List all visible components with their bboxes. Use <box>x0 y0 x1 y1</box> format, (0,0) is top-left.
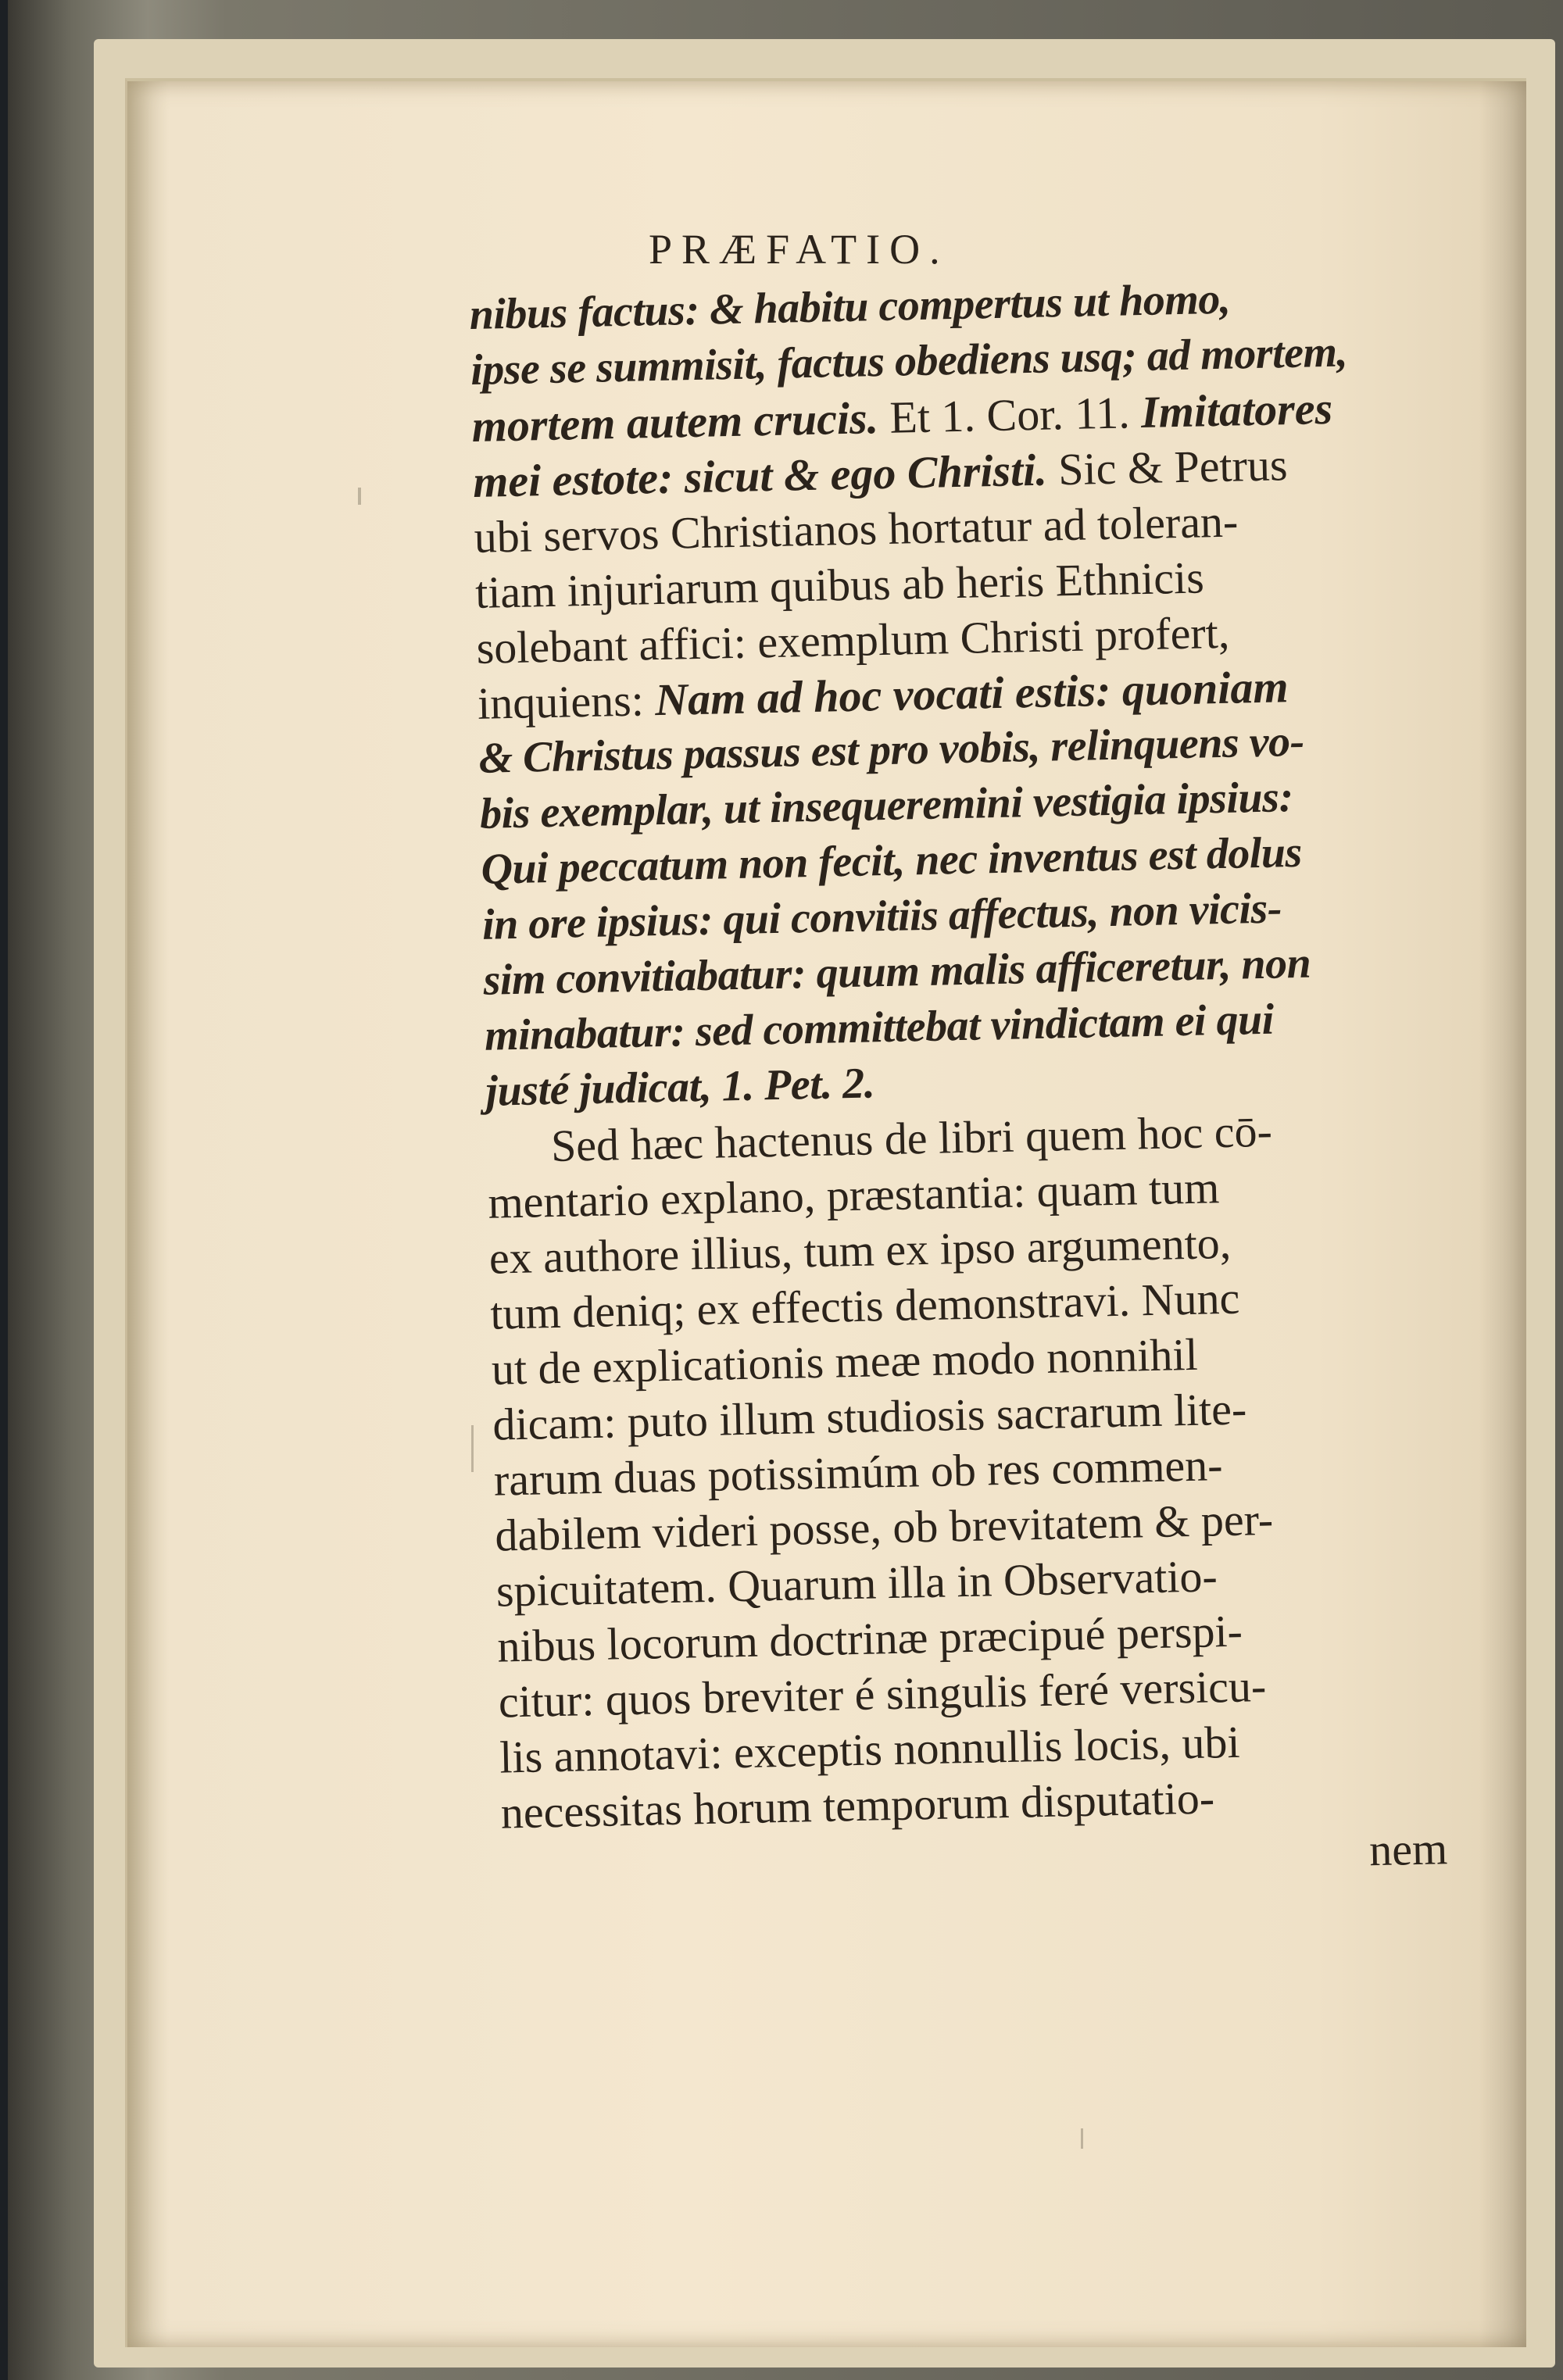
text-line: ex authore illius, tum ex ipso argumento, <box>488 1217 1232 1284</box>
paper-speck <box>358 488 361 505</box>
text-line: rarum duas potissimúm ob res commen- <box>493 1439 1224 1506</box>
text-line: Sed hæc hactenus de libri quem hoc cō- <box>550 1105 1273 1172</box>
text-line: lis annotavi: exceptis nonnullis locis, ubi <box>499 1716 1241 1783</box>
text-line: mentario explano, præstantia: quam tum <box>487 1162 1220 1228</box>
text-line: nibus factus: & habitu compertus ut homo, <box>469 274 1231 339</box>
roman-segment: Sic & Petrus <box>1057 439 1289 495</box>
text-line: dabilem videri posse, ob brevitatem & per- <box>494 1493 1274 1561</box>
italic-segment: mortem autem crucis. <box>471 391 891 452</box>
text-line: Qui peccatum non fecit, nec inventus est dolus <box>480 827 1303 894</box>
text-line: solebant affici: exemplum Christi profert, <box>475 606 1230 674</box>
text-line: necessitas horum temporum disputatio- <box>500 1772 1215 1839</box>
roman-segment: inquiens: <box>477 674 656 729</box>
text-line: minabatur: sed committebat vindictam ei qui <box>484 995 1275 1060</box>
text-line: & Christus passus est pro vobis, relinquens vo- <box>477 717 1305 783</box>
text-line: spicuitatem. Quarum illa in Observatio- <box>495 1550 1218 1617</box>
text-line: sim convitiabatur: quum malis afficeretur, non <box>482 938 1311 1005</box>
roman-segment: Et 1. Cor. 11. <box>889 387 1142 443</box>
gutter-shadow <box>1479 81 1526 2347</box>
text-line: ipse se summisit, factus obediens usq; ad mortem, <box>470 327 1348 395</box>
text-line: dicam: puto illum studiosis sacrarum lite- <box>492 1383 1247 1450</box>
italic-segment: mei estote: sicut & ego Christi. <box>472 444 1059 507</box>
text-block <box>469 267 1464 1896</box>
text-line: tiam injuriarum quibus ab heris Ethnicis <box>474 552 1205 618</box>
italic-segment: Imitatores <box>1140 382 1333 438</box>
text-line: tum deniq; ex effectis demonstravi. Nunc <box>489 1272 1240 1339</box>
paper-speck <box>471 1425 474 1472</box>
italic-segment: Nam ad hoc vocati estis: quoniam <box>654 661 1289 726</box>
text-line: nem <box>1368 1823 1448 1876</box>
text-line: ut de explicationis meæ modo nonnihil <box>491 1328 1199 1395</box>
paper-speck <box>1081 2128 1083 2149</box>
text-line: in ore ipsius: qui convitiis affectus, non vicis- <box>481 884 1282 949</box>
text-line: nibus locorum doctrinæ præcipué perspi- <box>496 1605 1243 1672</box>
text-line: ubi servos Christianos hortatur ad toleran- <box>474 495 1239 563</box>
text-line: citur: quos breviter é singulis feré versicu- <box>498 1660 1267 1728</box>
text-line: bis exemplar, ut insequeremini vestigia ipsius: <box>479 773 1294 838</box>
text-line: justé judicat, 1. Pet. 2. <box>485 1059 875 1116</box>
running-head: PRÆFATIO. <box>649 226 950 273</box>
